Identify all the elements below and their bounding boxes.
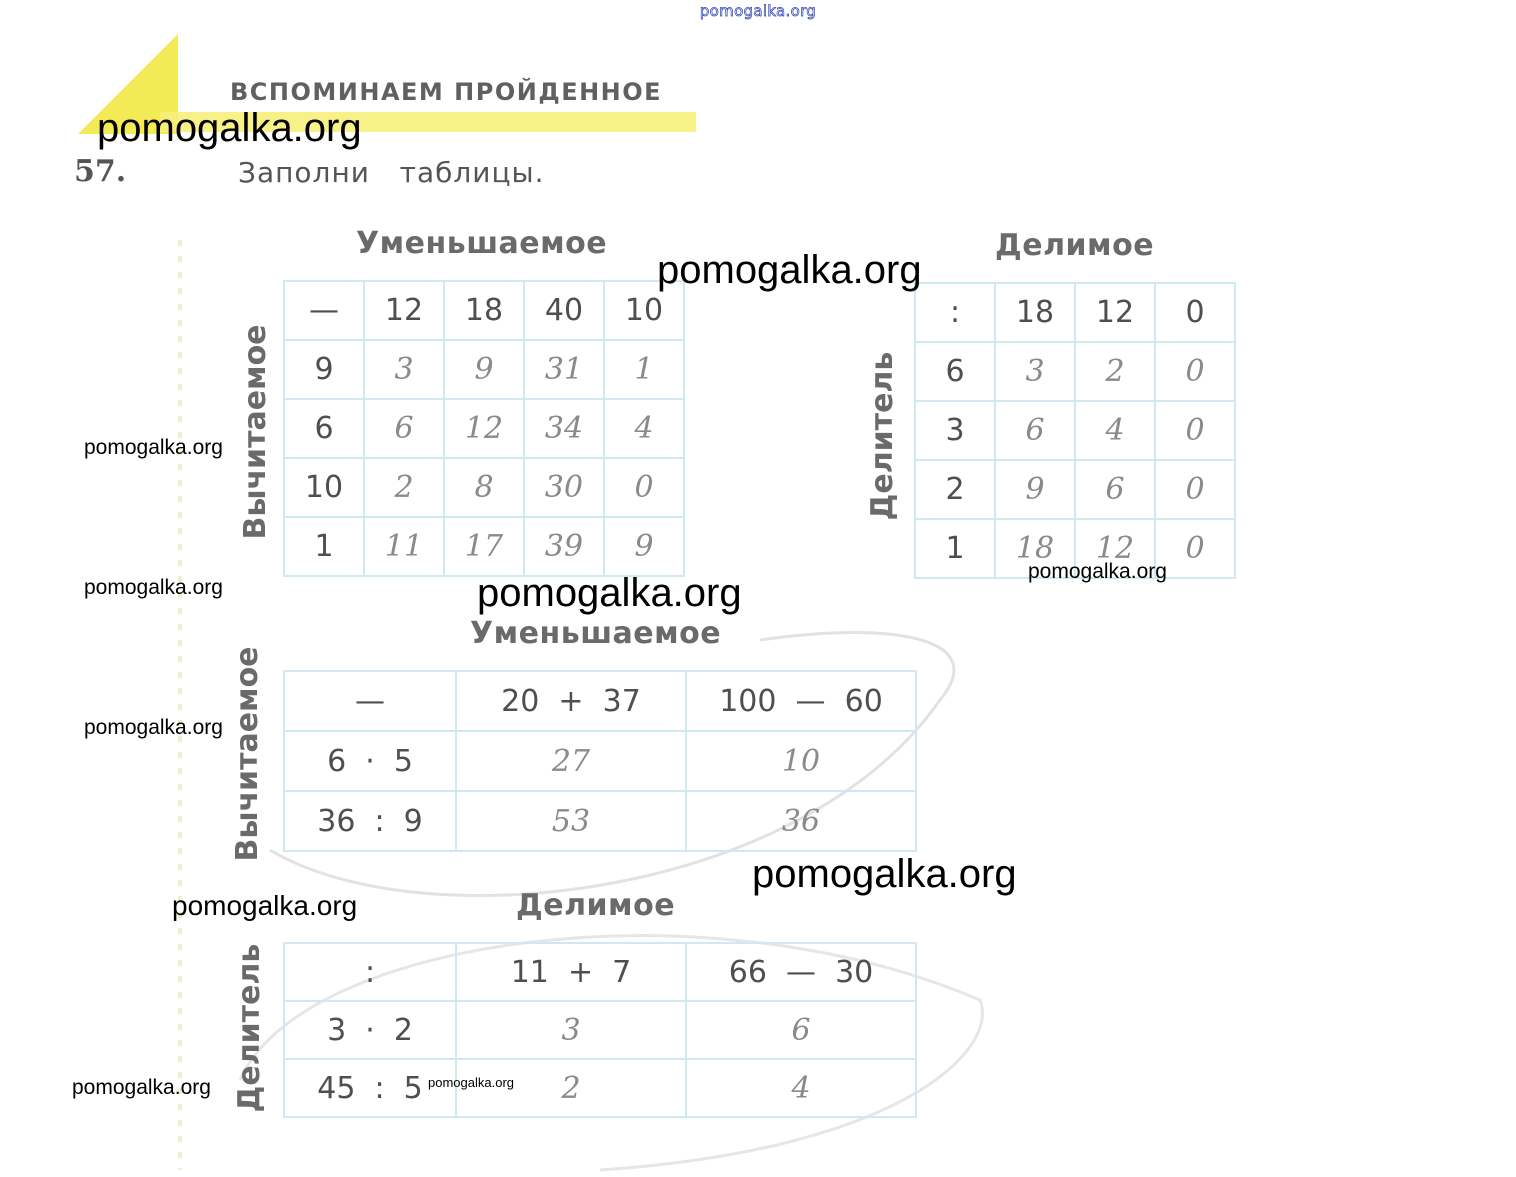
table2-operator: :	[915, 283, 995, 342]
table3-answer: 36	[686, 791, 916, 851]
table4-answer: 3	[456, 1001, 686, 1059]
watermark: pomogalka.org	[428, 1075, 514, 1090]
table4-col: 66 — 30	[686, 943, 916, 1001]
table2-answer: 0	[1155, 460, 1235, 519]
table1-col: 40	[524, 281, 604, 340]
watermark: pomogalka.org	[84, 436, 223, 459]
table3	[283, 670, 917, 852]
table3-answer: 27	[456, 731, 686, 791]
table1-row-head: 10	[284, 458, 364, 517]
table1-row-head: 1	[284, 517, 364, 576]
table2-col: 12	[1075, 283, 1155, 342]
table1-row-head: 9	[284, 340, 364, 399]
table3-answer: 53	[456, 791, 686, 851]
table4-col: 11 + 7	[456, 943, 686, 1001]
table1-answer: 39	[524, 517, 604, 576]
table2-col: 18	[995, 283, 1075, 342]
table1-operator: —	[284, 281, 364, 340]
table3-answer: 10	[686, 731, 916, 791]
table2-side-label: Делитель	[865, 351, 900, 521]
watermark: pomogalka.org	[172, 890, 358, 921]
watermark: pomogalka.org	[84, 716, 223, 739]
table2-answer: 4	[1075, 401, 1155, 460]
table3-row-head: 36 : 9	[284, 791, 456, 851]
table4-side-label: Делитель	[232, 943, 267, 1113]
watermark: pomogalka.org	[657, 248, 922, 292]
table2-answer: 0	[1155, 519, 1235, 578]
table1-answer: 12	[444, 399, 524, 458]
table2-answer: 6	[995, 401, 1075, 460]
table1-answer: 11	[364, 517, 444, 576]
table4-row-head: 3 · 2	[284, 1001, 456, 1059]
table2-answer: 6	[1075, 460, 1155, 519]
top-watermark: pomogalka.org	[699, 2, 817, 20]
table2	[914, 282, 1236, 579]
table3-side-label: Вычитаемое	[230, 646, 265, 862]
table1-answer: 9	[604, 517, 684, 576]
table1-answer: 9	[444, 340, 524, 399]
table2-answer: 9	[995, 460, 1075, 519]
table1-answer: 1	[604, 340, 684, 399]
table4-answer: 4	[686, 1059, 916, 1117]
table1-answer: 34	[524, 399, 604, 458]
table2-row-head: 3	[915, 401, 995, 460]
table2-top-label: Делимое	[995, 228, 1155, 263]
table2-row-head: 6	[915, 342, 995, 401]
table1-answer: 30	[524, 458, 604, 517]
table2-answer: 12	[1075, 519, 1155, 578]
watermark: pomogalka.org	[752, 852, 1017, 896]
table3-row-head: 6 · 5	[284, 731, 456, 791]
table4-operator: :	[284, 943, 456, 1001]
table4-top-label: Делимое	[516, 888, 676, 923]
table2-row-head: 1	[915, 519, 995, 578]
watermark: pomogalka.org	[84, 576, 223, 599]
table2-answer: 18	[995, 519, 1075, 578]
table4-row-head: 45 : 5	[284, 1059, 456, 1117]
exercise-text: Заполни таблицы.	[238, 156, 545, 189]
watermark: pomogalka.org	[97, 106, 362, 150]
table3-col: 20 + 37	[456, 671, 686, 731]
table3-operator: —	[284, 671, 456, 731]
table4-answer: 2	[456, 1059, 686, 1117]
table1-answer: 8	[444, 458, 524, 517]
table1-top-label: Уменьшаемое	[356, 226, 608, 261]
table2-answer: 0	[1155, 401, 1235, 460]
table1-col: 18	[444, 281, 524, 340]
table2-answer: 3	[995, 342, 1075, 401]
table2-row-head: 2	[915, 460, 995, 519]
table1-col: 12	[364, 281, 444, 340]
table2-answer: 0	[1155, 342, 1235, 401]
section-title: ВСПОМИНАЕМ ПРОЙДЕННОЕ	[230, 78, 663, 106]
table3-top-label: Уменьшаемое	[470, 616, 722, 651]
exercise-number: 57.	[74, 154, 127, 189]
table4-answer: 6	[686, 1001, 916, 1059]
watermark: pomogalka.org	[72, 1076, 211, 1099]
watermark: pomogalka.org	[477, 571, 742, 615]
table1-answer: 2	[364, 458, 444, 517]
watermark: pomogalka.org	[1028, 560, 1167, 583]
table1-row-head: 6	[284, 399, 364, 458]
table2-answer: 2	[1075, 342, 1155, 401]
table1-answer: 6	[364, 399, 444, 458]
table1	[283, 280, 685, 577]
table1-answer: 17	[444, 517, 524, 576]
table1-answer: 0	[604, 458, 684, 517]
table1-answer: 31	[524, 340, 604, 399]
table1-answer: 3	[364, 340, 444, 399]
table1-col: 10	[604, 281, 684, 340]
table4	[283, 942, 917, 1118]
table1-answer: 4	[604, 399, 684, 458]
table1-side-label: Вычитаемое	[238, 324, 273, 540]
table3-col: 100 — 60	[686, 671, 916, 731]
table2-col: 0	[1155, 283, 1235, 342]
